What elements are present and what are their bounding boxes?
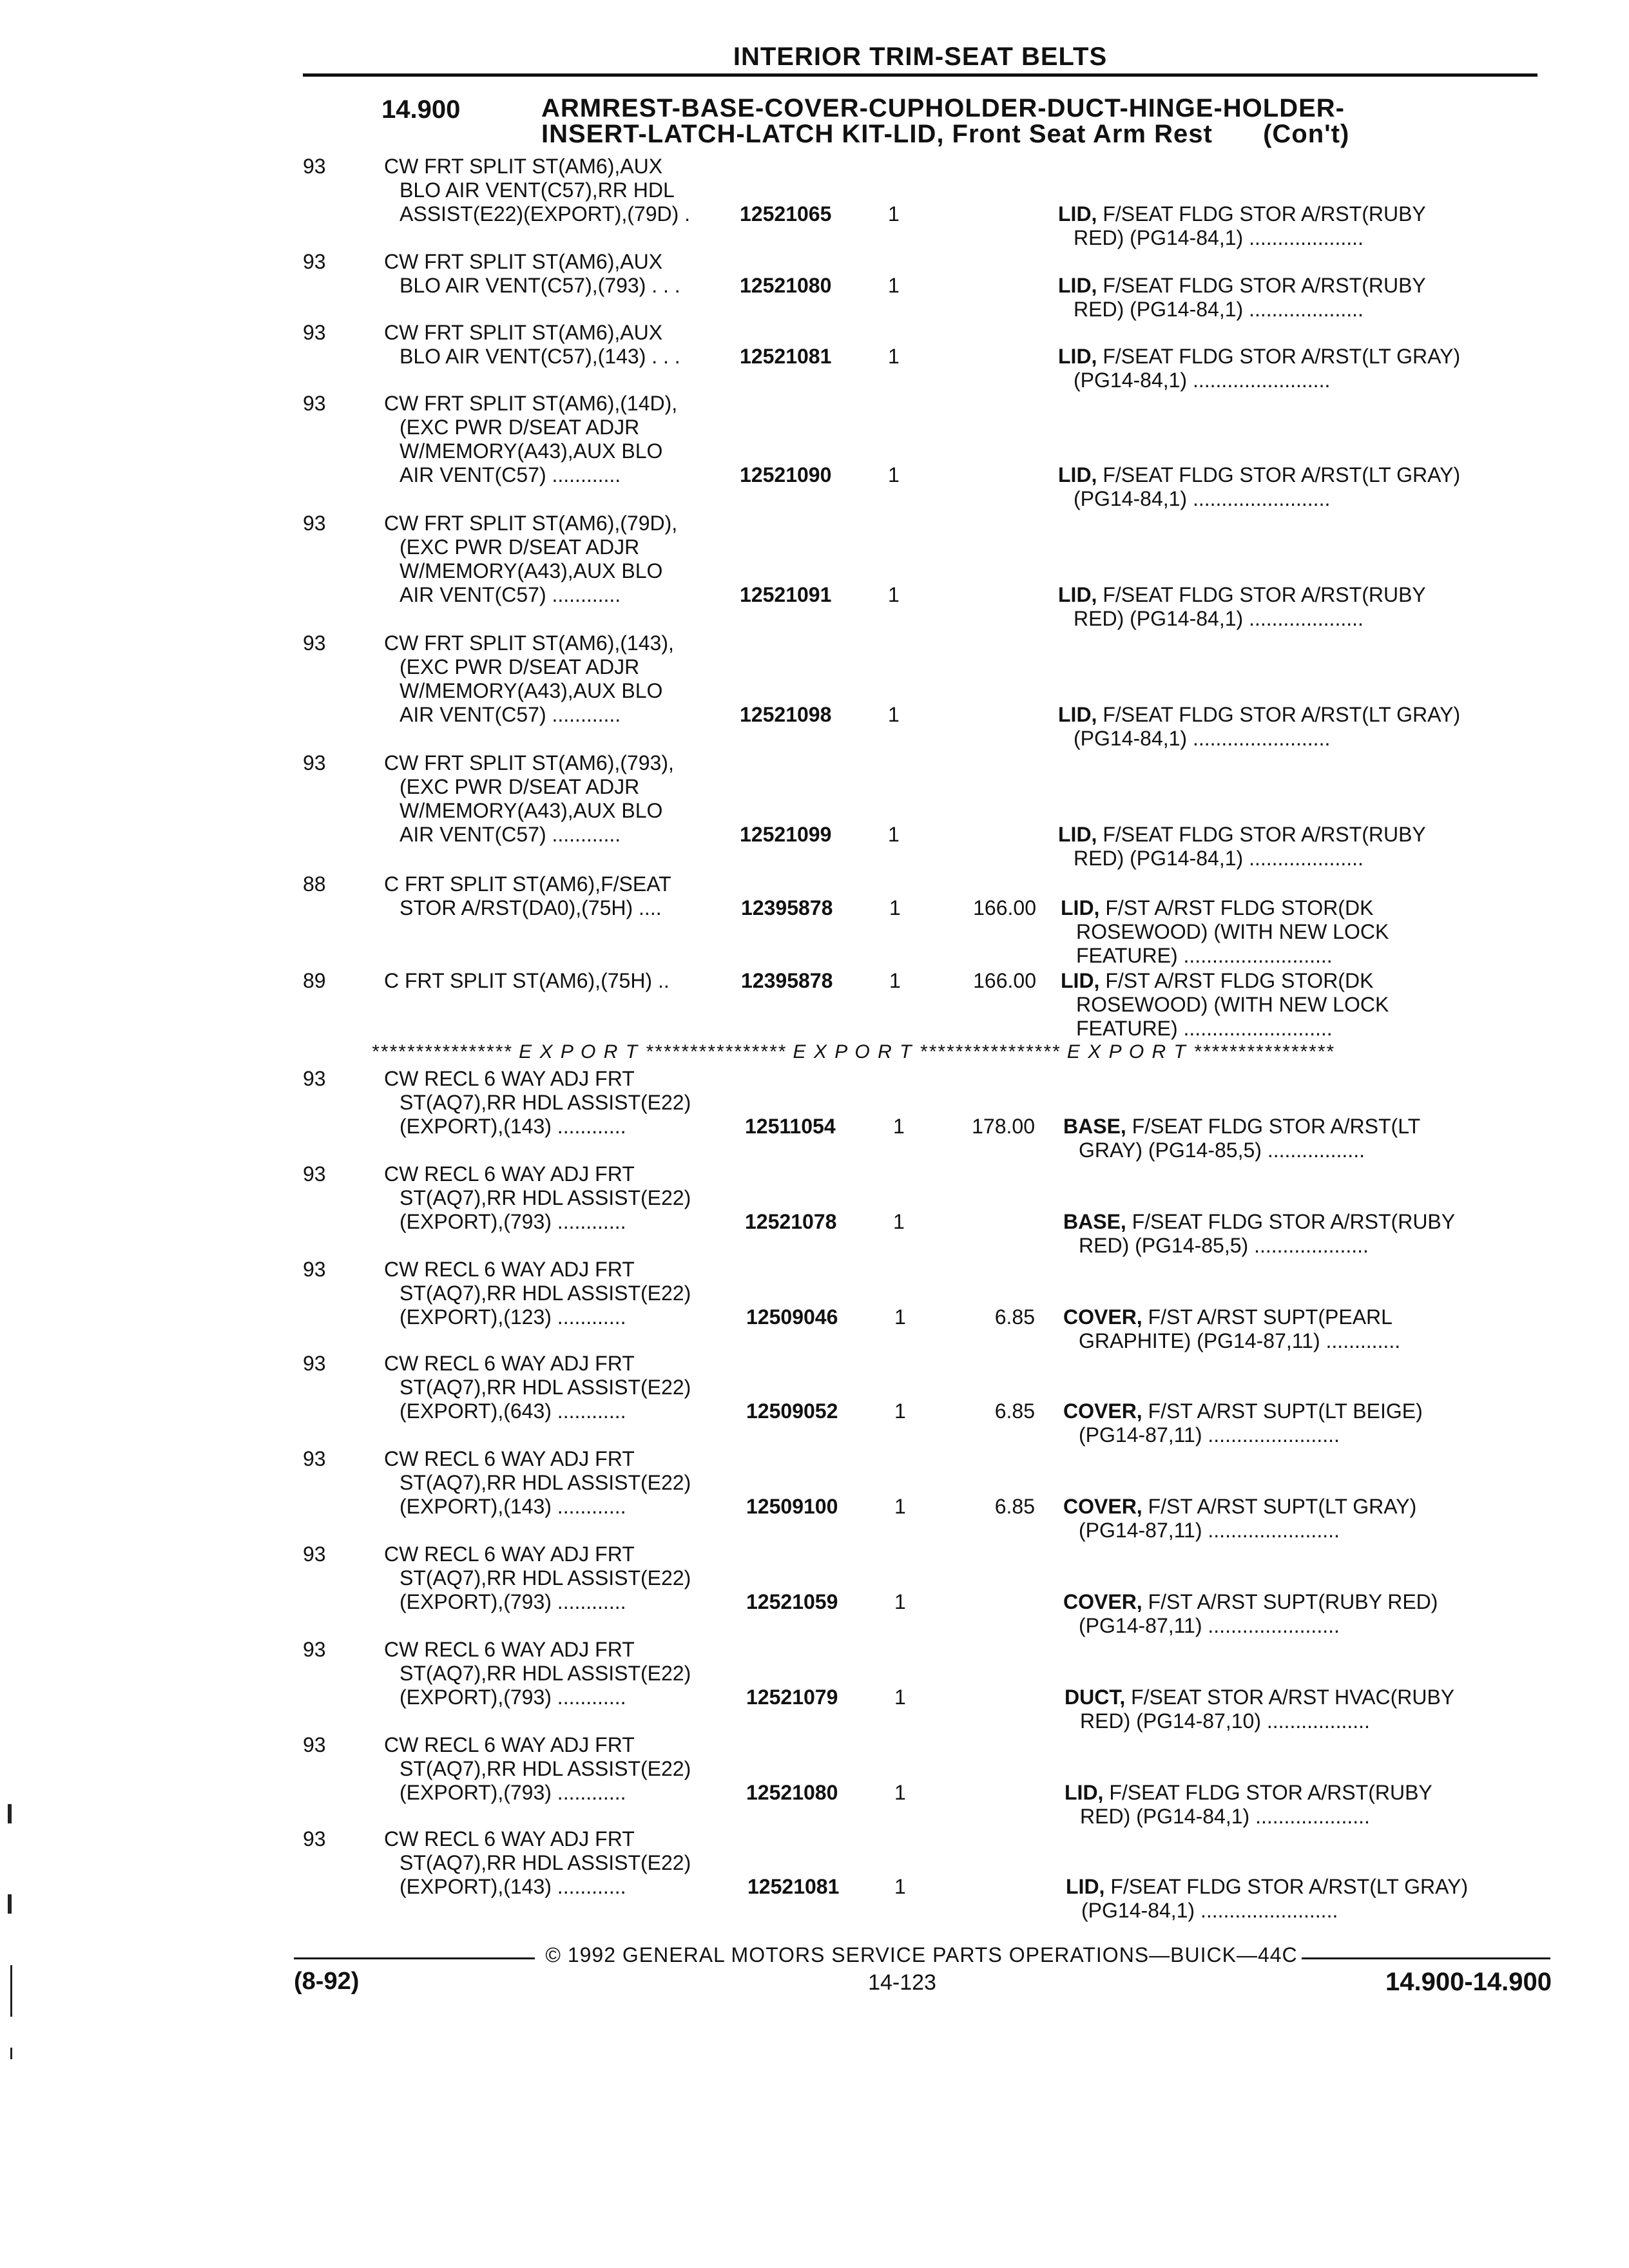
entry-description-line: (EXPORT),(143) ............ [400,1875,626,1898]
entry-part-modifier: F/SEAT FLDG STOR A/RST(RUBY [1097,202,1426,226]
entry-quantity: 1 [888,274,900,297]
entry-part-name [1058,463,1535,511]
entry-part-name [1066,1875,1543,1923]
entry-quantity: 1 [888,583,900,606]
section-title-line-2 [541,121,1547,147]
entry-quantity: 1 [888,345,900,368]
footer-page-number: 14-123 [868,1970,936,1995]
entry-part-name-cont: (PG14-84,1) ........................ [1074,727,1331,750]
entry-description [384,969,745,993]
entry-usage-qty: 93 [303,512,326,535]
entry-part-noun: LID, [1058,463,1097,486]
footer-date: (8-92) [294,1968,360,1995]
entry-quantity: 1 [894,1399,906,1423]
entry-part-noun: BASE, [1063,1210,1126,1233]
entry-description [384,1638,745,1709]
entry-part-name-line [1063,1590,1540,1614]
entry-usage-qty: 93 [303,1447,326,1470]
entry-description [384,155,745,226]
margin-scan-mark [8,1804,12,1823]
entry-usage-qty: 93 [303,631,326,655]
entry-description-line: AIR VENT(C57) ............ [400,583,621,606]
entry-usage-qty: 93 [303,1733,326,1756]
entry-quantity: 1 [894,1686,906,1709]
entry-quantity: 1 [894,1495,906,1518]
entry-usage-qty: 89 [303,969,326,992]
entry-description [384,250,745,298]
entry-part-modifier: F/ST A/RST SUPT(LT GRAY) [1142,1495,1417,1518]
entry-part-name-cont: RED) (PG14-84,1) .................... [1074,847,1364,870]
entry-description-line: ASSIST(E22)(EXPORT),(79D) . [400,202,691,226]
entry-part-name-line [1058,583,1535,607]
entry-part-name-line [1063,1495,1540,1519]
entry-part-name-cont: FEATURE) .......................... [1076,944,1333,967]
section-title [541,95,1547,147]
entry-description-line: CW RECL 6 WAY ADJ FRT [384,1067,635,1090]
entry-quantity: 1 [894,1781,906,1804]
entry-part-number: 12521081 [740,345,832,368]
entry-part-noun: DUCT, [1065,1686,1126,1709]
margin-scan-mark [10,1965,12,2017]
entry-part-name [1058,202,1535,250]
entry-usage-qty: 93 [303,1638,326,1661]
entry-part-name [1063,1210,1540,1258]
entry-usage-qty: 93 [303,321,326,344]
section-title-line-1: ARMREST-BASE-COVER-CUPHOLDER-DUCT-HINGE-HOLDER- [541,94,1345,122]
entry-part-noun: LID, [1058,583,1097,606]
entry-description-line: C FRT SPLIT ST(AM6),F/SEAT [384,872,671,896]
entry-part-noun: LID, [1061,896,1100,919]
entry-part-number: 12521078 [745,1210,837,1233]
entry-part-modifier: F/ST A/RST FLDG STOR(DK [1099,969,1374,992]
entry-part-name-line [1058,463,1535,487]
margin-scan-mark [8,1894,12,1914]
entry-price: 6.85 [994,1305,1035,1329]
entry-quantity: 1 [889,896,901,919]
entry-part-noun: COVER, [1063,1495,1142,1518]
entry-part-name-line [1063,1115,1540,1139]
entry-part-name [1063,1495,1540,1542]
entry-description-line: (EXPORT),(123) ............ [400,1305,626,1329]
export-divider: **************** E X P O R T **************** E X P O R T **************** E X P O R T **************** [371,1041,1335,1062]
entry-part-noun: LID, [1061,969,1100,992]
entry-part-name-line [1063,1399,1540,1423]
entry-part-number: 12511054 [745,1115,836,1138]
entry-description-line: (EXC PWR D/SEAT ADJR [400,416,640,439]
entry-description-line: CW RECL 6 WAY ADJ FRT [384,1352,635,1375]
entry-part-name [1065,1781,1541,1829]
entry-usage-qty: 93 [303,1827,326,1850]
entry-part-name-cont: (PG14-84,1) ........................ [1074,369,1331,392]
entry-description-line: CW FRT SPLIT ST(AM6),AUX [384,250,663,273]
entry-quantity: 1 [888,823,900,846]
entry-description [384,1733,745,1805]
entry-part-modifier: F/SEAT FLDG STOR A/RST(LT GRAY) [1097,345,1461,368]
entry-part-name-line [1063,1305,1540,1329]
entry-part-name-line [1065,1686,1541,1709]
entry-part-name-cont: GRAY) (PG14-85,5) ................. [1079,1139,1365,1162]
entry-description-line: BLO AIR VENT(C57),(793) . . . [400,274,680,297]
entry-description-line: AIR VENT(C57) ............ [400,463,621,486]
entry-part-name [1058,345,1535,392]
entry-quantity: 1 [888,463,900,486]
entry-description-line: (EXC PWR D/SEAT ADJR [400,775,640,798]
entry-usage-qty: 93 [303,1162,326,1186]
entry-quantity: 1 [888,202,900,226]
entry-part-name [1058,703,1535,751]
entry-description-line: AIR VENT(C57) ............ [400,823,621,846]
entry-part-number: 12521080 [746,1781,838,1804]
entry-usage-qty: 93 [303,1258,326,1281]
entry-description [384,1258,745,1329]
footer-section-range: 14.900-14.900 [1385,1968,1552,1996]
entry-part-number: 12521098 [740,703,832,726]
entry-part-modifier: F/ST A/RST SUPT(RUBY RED) [1142,1590,1438,1613]
entry-description [384,1542,745,1614]
entry-part-modifier: F/SEAT STOR A/RST HVAC(RUBY [1125,1686,1455,1709]
entry-description-line: (EXPORT),(793) ............ [400,1590,626,1613]
entry-usage-qty: 93 [303,392,326,415]
entry-quantity: 1 [894,1875,906,1898]
entry-description-line: (EXPORT),(143) ............ [400,1115,626,1138]
entry-usage-qty: 93 [303,250,326,273]
entry-part-noun: LID, [1065,1781,1104,1804]
entry-price: 6.85 [994,1495,1035,1518]
entry-part-name-line [1058,202,1535,226]
entry-part-noun: COVER, [1063,1305,1142,1329]
entry-part-noun: COVER, [1063,1590,1142,1613]
entry-part-number: 12509046 [746,1305,838,1329]
entry-part-name-line [1058,823,1535,847]
entry-part-number: 12521059 [746,1590,838,1613]
entry-description-line: W/MEMORY(A43),AUX BLO [400,439,663,463]
entry-description-line: (EXPORT),(793) ............ [400,1210,626,1233]
entry-description-line: CW FRT SPLIT ST(AM6),(793), [384,751,674,774]
footer-rule-left [294,1957,535,1959]
footer-copyright: © 1992 GENERAL MOTORS SERVICE PARTS OPERATIONS—BUICK—44C [545,1943,1298,1966]
entry-part-name-cont: RED) (PG14-84,1) .................... [1074,607,1364,630]
entry-price: 6.85 [994,1399,1035,1423]
entry-part-name [1061,896,1537,968]
entry-part-name-line [1061,969,1537,993]
entry-part-noun: LID, [1058,703,1097,726]
entry-part-name-cont: FEATURE) .......................... [1076,1017,1333,1040]
entry-description-line: C FRT SPLIT ST(AM6),(75H) .. [384,969,670,992]
entry-price: 166.00 [973,896,1036,919]
entry-part-modifier: F/ST A/RST FLDG STOR(DK [1099,896,1374,919]
entry-description-line: ST(AQ7),RR HDL ASSIST(E22) [400,1566,691,1590]
entry-description-line: CW RECL 6 WAY ADJ FRT [384,1258,635,1281]
entry-description-line: CW RECL 6 WAY ADJ FRT [384,1638,635,1661]
entry-part-name-cont: GRAPHITE) (PG14-87,11) ............. [1079,1329,1401,1352]
page-header-title: INTERIOR TRIM-SEAT BELTS [733,43,1108,71]
entry-description-line: (EXC PWR D/SEAT ADJR [400,655,640,678]
header-rule [303,73,1537,77]
entry-part-name-cont: (PG14-84,1) ........................ [1074,487,1331,510]
entry-usage-qty: 93 [303,1352,326,1375]
entry-price: 178.00 [972,1115,1035,1138]
entry-part-name-cont: RED) (PG14-84,1) .................... [1074,226,1364,249]
entry-part-name-line [1065,1781,1541,1805]
entry-quantity: 1 [889,969,901,992]
entry-part-number: 12521065 [740,202,832,226]
entry-quantity: 1 [894,1305,906,1329]
entry-part-name-line [1058,274,1535,298]
entry-part-name [1061,969,1537,1041]
entry-description-line: (EXPORT),(793) ............ [400,1686,626,1709]
entry-part-number: 12521099 [740,823,832,846]
entry-part-name-line [1066,1875,1543,1899]
entry-part-name [1063,1305,1540,1353]
entry-part-number: 12521091 [740,583,832,606]
entry-part-name [1063,1590,1540,1638]
entry-part-number: 12521090 [740,463,832,486]
entry-description-line: (EXPORT),(643) ............ [400,1399,626,1423]
entry-description-line: CW FRT SPLIT ST(AM6),AUX [384,155,663,178]
footer-rule-right [1302,1957,1550,1959]
entry-part-name [1058,274,1535,322]
entry-part-name [1058,583,1535,631]
entry-description-line: STOR A/RST(DA0),(75H) .... [400,896,662,919]
entry-part-number: 12509052 [746,1399,838,1423]
entry-part-number: 12521081 [747,1875,840,1898]
margin-scan-mark [10,2048,12,2059]
entry-part-name-cont: (PG14-87,11) ....................... [1079,1519,1340,1542]
entry-part-number: 12521079 [746,1686,838,1709]
entry-part-noun: LID, [1058,274,1097,297]
entry-description-line: W/MEMORY(A43),AUX BLO [400,559,663,582]
entry-usage-qty: 93 [303,155,326,178]
entry-description-line: CW RECL 6 WAY ADJ FRT [384,1542,635,1566]
entry-description-line: CW RECL 6 WAY ADJ FRT [384,1447,635,1470]
entry-part-noun: LID, [1058,823,1097,846]
entry-usage-qty: 88 [303,872,326,896]
entry-quantity: 1 [894,1590,906,1613]
entry-quantity: 1 [888,703,900,726]
entry-description-line: ST(AQ7),RR HDL ASSIST(E22) [400,1662,691,1685]
entry-quantity: 1 [893,1210,905,1233]
entry-part-name-cont: ROSEWOOD) (WITH NEW LOCK [1076,920,1389,943]
entry-description [384,1162,745,1234]
entry-part-noun: LID, [1066,1875,1105,1898]
section-number: 14.900 [381,95,461,124]
entry-part-noun: LID, [1058,345,1097,368]
entry-part-modifier: F/SEAT FLDG STOR A/RST(LT GRAY) [1104,1875,1469,1898]
entry-part-name [1058,823,1535,870]
entry-part-name-line [1058,345,1535,369]
entry-description-line: W/MEMORY(A43),AUX BLO [400,679,663,702]
entry-description-line: (EXPORT),(793) ............ [400,1781,626,1804]
entry-description-line: ST(AQ7),RR HDL ASSIST(E22) [400,1282,691,1305]
entry-description-line: CW FRT SPLIT ST(AM6),AUX [384,321,663,344]
entry-part-modifier: F/SEAT FLDG STOR A/RST(RUBY [1103,1781,1432,1804]
entry-part-name-cont: RED) (PG14-85,5) .................... [1079,1234,1369,1257]
entry-quantity: 1 [893,1115,905,1138]
entry-part-modifier: F/SEAT FLDG STOR A/RST(LT [1126,1115,1421,1138]
entry-description-line: ST(AQ7),RR HDL ASSIST(E22) [400,1091,691,1114]
entry-price: 166.00 [973,969,1036,992]
entry-part-name-cont: ROSEWOOD) (WITH NEW LOCK [1076,993,1389,1016]
entry-description-line: CW FRT SPLIT ST(AM6),(79D), [384,512,678,535]
entry-description-line: CW RECL 6 WAY ADJ FRT [384,1827,635,1850]
entry-description-line: AIR VENT(C57) ............ [400,703,621,726]
entry-part-modifier: F/ST A/RST SUPT(PEARL [1142,1305,1393,1329]
entry-part-name-cont: (PG14-87,11) ....................... [1079,1614,1340,1637]
entry-part-modifier: F/SEAT FLDG STOR A/RST(RUBY [1097,274,1426,297]
entry-part-name-cont: RED) (PG14-87,10) .................. [1080,1709,1370,1733]
entry-description [384,1352,745,1423]
entry-description-line: ST(AQ7),RR HDL ASSIST(E22) [400,1851,691,1874]
entry-part-name-line [1058,703,1535,727]
entry-part-name-line [1063,1210,1540,1234]
entry-description [384,1067,745,1139]
entry-part-name-cont: RED) (PG14-84,1) .................... [1080,1805,1370,1828]
entry-part-modifier: F/SEAT FLDG STOR A/RST(RUBY [1097,583,1426,606]
entry-description-line: ST(AQ7),RR HDL ASSIST(E22) [400,1186,691,1209]
entry-part-name-line [1061,896,1537,920]
entry-description [384,321,745,369]
entry-usage-qty: 93 [303,751,326,774]
entry-usage-qty: 93 [303,1067,326,1090]
entry-part-noun: LID, [1058,202,1097,226]
entry-part-modifier: F/SEAT FLDG STOR A/RST(RUBY [1126,1210,1456,1233]
entry-part-modifier: F/SEAT FLDG STOR A/RST(RUBY [1097,823,1426,846]
entry-description-line: BLO AIR VENT(C57),(143) . . . [400,345,680,368]
entry-description [384,1827,745,1899]
entry-part-noun: COVER, [1063,1399,1142,1423]
entry-description [384,512,745,607]
entry-part-number: 12395878 [741,896,833,919]
entry-description-line: ST(AQ7),RR HDL ASSIST(E22) [400,1471,691,1494]
entry-part-noun: BASE, [1063,1115,1126,1138]
entry-description-line: (EXC PWR D/SEAT ADJR [400,535,640,559]
entry-usage-qty: 93 [303,1542,326,1566]
entry-description-line: W/MEMORY(A43),AUX BLO [400,799,663,822]
entry-description [384,751,745,847]
entry-description [384,392,745,487]
section-continued-label: (Con't) [1263,120,1350,148]
entry-description-line: CW RECL 6 WAY ADJ FRT [384,1162,635,1186]
entry-part-modifier: F/SEAT FLDG STOR A/RST(LT GRAY) [1097,463,1461,486]
entry-part-number: 12509100 [746,1495,838,1518]
entry-part-number: 12395878 [741,969,833,992]
entry-part-name [1065,1686,1541,1733]
entry-description-line: (EXPORT),(143) ............ [400,1495,626,1518]
entry-description [384,872,745,920]
entry-part-name [1063,1115,1540,1162]
entry-part-name-cont: (PG14-84,1) ........................ [1081,1899,1338,1922]
entry-description [384,1447,745,1519]
entry-part-modifier: F/SEAT FLDG STOR A/RST(LT GRAY) [1097,703,1461,726]
entry-description-line: CW RECL 6 WAY ADJ FRT [384,1733,635,1756]
entry-description-line: CW FRT SPLIT ST(AM6),(14D), [384,392,678,415]
entry-description [384,631,745,727]
entry-description-line: BLO AIR VENT(C57),RR HDL [400,178,675,202]
section-title-line-2-text: INSERT-LATCH-LATCH KIT-LID, Front Seat Arm Rest [541,120,1213,148]
entry-description-line: ST(AQ7),RR HDL ASSIST(E22) [400,1757,691,1780]
entry-part-number: 12521080 [740,274,832,297]
entry-description-line: CW FRT SPLIT ST(AM6),(143), [384,631,674,655]
entry-part-name [1063,1399,1540,1447]
entry-part-modifier: F/ST A/RST SUPT(LT BEIGE) [1142,1399,1423,1423]
entry-description-line: ST(AQ7),RR HDL ASSIST(E22) [400,1376,691,1399]
entry-part-name-cont: RED) (PG14-84,1) .................... [1074,298,1364,321]
entry-part-name-cont: (PG14-87,11) ....................... [1079,1423,1340,1446]
